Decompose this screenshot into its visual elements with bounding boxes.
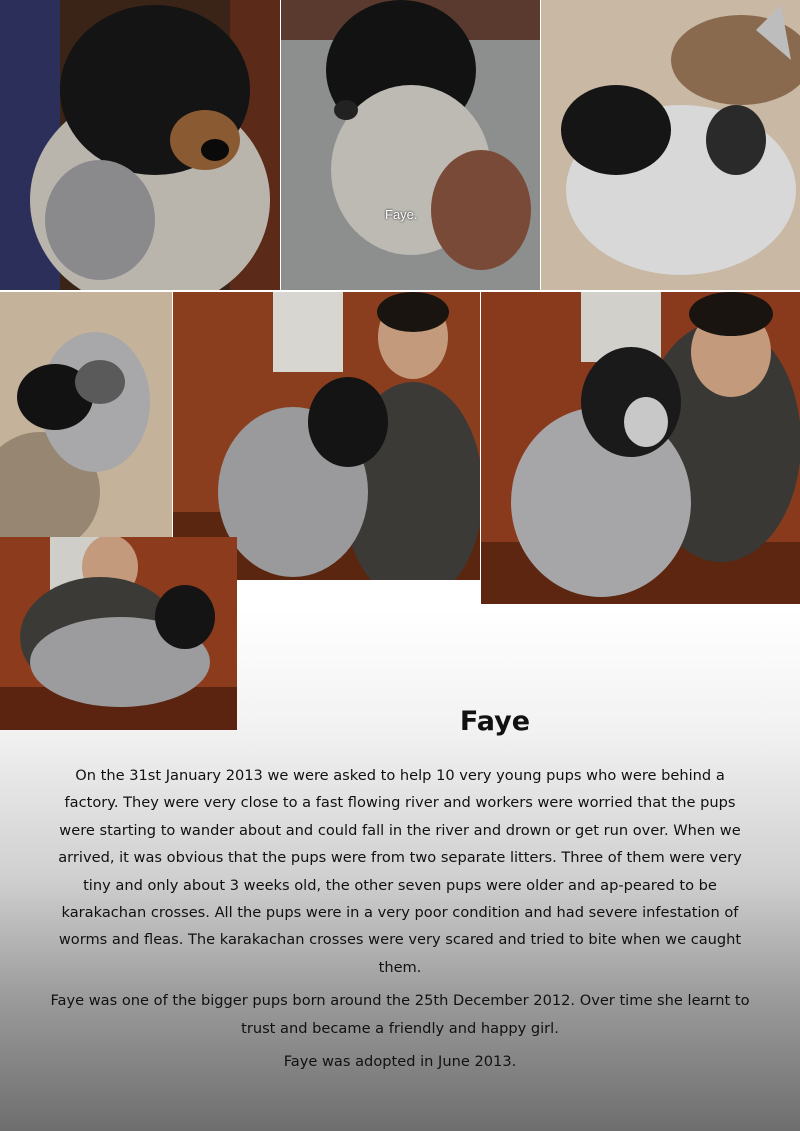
page-title: Faye — [459, 706, 531, 737]
photo-puppy-walking — [0, 292, 172, 537]
photo-puppy-in-hands — [281, 0, 540, 290]
photo-caption: Faye. — [385, 207, 418, 222]
story-text — [50, 762, 750, 1081]
story-paragraph-2: Faye was one of the bigger pups born around the 25th December 2012. Over time she learnt to trust and became a friendly and happy girl. — [50, 992, 750, 1037]
story-paragraph-1: On the 31st January 2013 we were asked to help 10 very young pups who were behind a factory. They were very close to a fast flowing river and workers were worried that the pups were starting to wander about and could fall in the river and drown or get run over. When we arrived, it was obvious that the pups were from two separate litters. Three of them were very tiny and only about 3 weeks old, the other seven pups were older and ap-peared to be karakachan crosses. All the pups were in a very poor condition and had severe infestation of worms and fleas. The karakachan crosses were very scared and tried to bite when we caught them. — [58, 767, 742, 976]
photo-puppy-outdoors-side — [541, 0, 800, 290]
photo-man-with-puppy-2 — [481, 292, 800, 604]
photo-puppy-held-closeup — [0, 0, 280, 290]
story-paragraph-3: Faye was adopted in June 2013. — [283, 1053, 517, 1071]
photo-man-holding-puppy — [0, 537, 237, 730]
